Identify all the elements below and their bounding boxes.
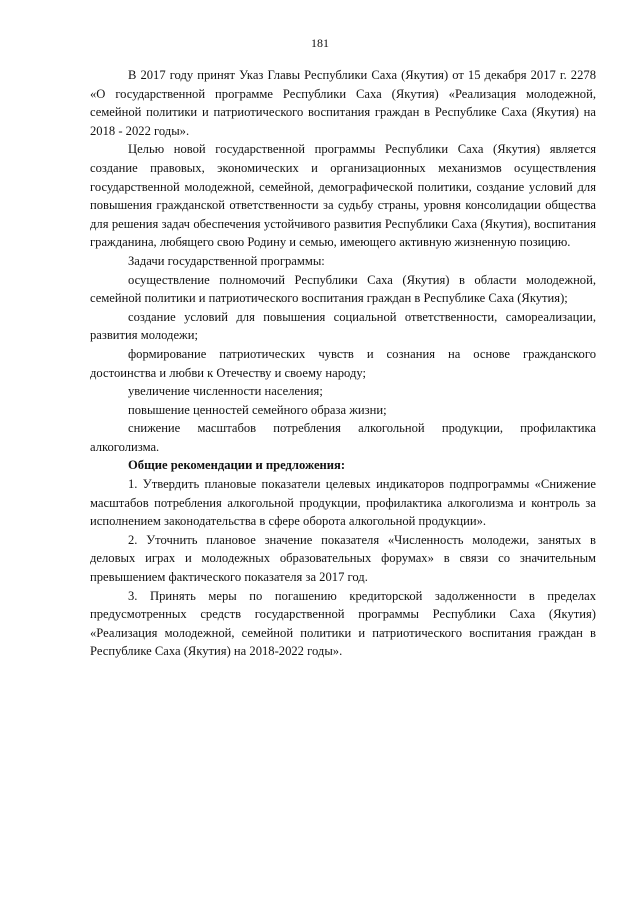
recommendation-1: 1. Утвердить плановые показатели целевых индикаторов подпрограммы «Снижение масштабов потребления алкогольной продукции, профилактика алкоголизма и контроль за исполнением законодательства в сфере оборота алкогольной продукции».	[90, 477, 596, 529]
page-number: 181	[311, 36, 329, 50]
recommendation-2: 2. Уточнить плановое значение показателя «Численность молодежи, занятых в деловых играх и молодежных образовательных форумах» в связи со значительным превышением фактического показателя за 2017 год.	[90, 532, 596, 585]
task-item-patriotism: формирование патриотических чувств и сознания на основе гражданского достоинства и любви к Отечеству и своему народу;	[90, 346, 596, 380]
task-item-family-values: повышение ценностей семейного образа жизни;	[128, 402, 387, 417]
task-item-population: увеличение численности населения;	[128, 384, 323, 399]
paragraph-tasks-heading: Задачи государственной программы:	[128, 253, 325, 268]
task-item-powers: осуществление полномочий Республики Саха (Якутия) в области молодежной, семейной политики и патриотического воспитания граждан в Республике Саха (Якутия);	[90, 272, 596, 306]
paragraph-program-goal: Целью новой государственной программы Республики Саха (Якутия) является создание правовых, экономических и организационных механизмов осуществления государственной молодежной, семейной, демографической политики, создание условий для повышения гражданской ответственности за судьбу страны, уровня консолидации общества для решения задач обеспечения устойчивого развития Республики Саха (Якутия), воспитания гражданина, любящего свою Родину и семью, имеющего активную жизненную позицию.	[90, 142, 596, 250]
task-item-alcohol: снижение масштабов потребления алкогольной продукции, профилактика алкоголизма.	[90, 421, 596, 454]
recommendation-3: 3. Принять меры по погашению кредиторской задолженности в пределах предусмотренных средств государственной программы Республики Саха (Якутия) «Реализация молодежной, семейной политики и патриотического воспитания граждан в Республике Саха (Якутия) на 2018-2022 годы».	[90, 588, 596, 659]
recommendations-heading: Общие рекомендации и предложения:	[128, 458, 346, 473]
document-body	[90, 66, 596, 661]
paragraph-decree: В 2017 году принят Указ Главы Республики Саха (Якутия) от 15 декабря 2017 г. 2278 «О государственной программе Республики Саха (Якутия) «Реализация молодежной, семейной политики и патриотического воспитания граждан в Республике Саха (Якутия) на 2018 - 2022 годы».	[90, 68, 596, 138]
task-item-youth-conditions: создание условий для повышения социальной ответственности, самореализации, развития молодежи;	[90, 309, 596, 343]
